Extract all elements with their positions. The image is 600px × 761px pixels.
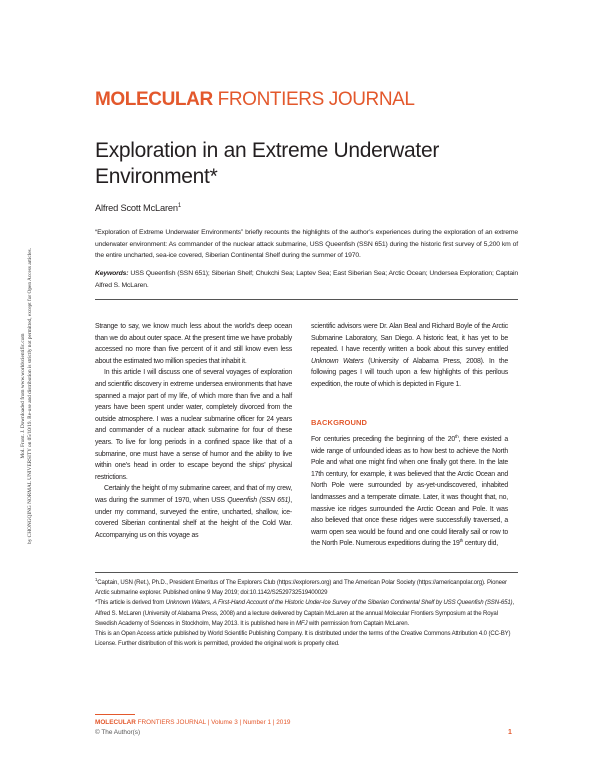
footnote-italic: MFJ bbox=[295, 619, 308, 627]
footnote-text: Captain, USN (Ret.), Ph.D., President Emeritus of The Explorers Club (https://explorers.org) and The American Polar Society (https://americanpolar.org). Pioneer Arctic submarine explorer. Published online 9 May 2019; doi:10.1142/S2529732519400029 bbox=[95, 579, 507, 597]
body-column-right-top bbox=[311, 321, 508, 391]
paragraph-text: , there existed a wide range of unfounded ideas as to how best to achieve the North Pole and what one might find when one finally got there. In the late 17th century, for example, it was believed that the Arctic Ocean and North Pole were surrounded by as-yet-undiscovered, inhabited landmasses and a temperate climate. Later, it was thought that, no, massive ice ridges surrounded the Arctic Ocean and Pole. It was also believed that once these ridges were successfully traversed, a warm open sea would be found and one could literally sail or row to the North Pole. Numerous expeditions during the 19 bbox=[311, 436, 508, 548]
footnotes bbox=[95, 578, 518, 649]
footer-journal-light: FRONTIERS JOURNAL bbox=[135, 719, 206, 726]
journal-name-light: FRONTIERS JOURNAL bbox=[212, 89, 415, 110]
side-note-line-2: by CHONGQING NORMAL UNIVERSITY on 05/10/19. Re-use and distribution is strictly not permitted, except for Open Access articles. bbox=[27, 248, 34, 544]
keywords bbox=[95, 268, 518, 291]
body-paragraph bbox=[311, 434, 508, 550]
body-paragraph bbox=[95, 483, 292, 541]
footnote-mark: 1 bbox=[95, 577, 98, 582]
footnote-2 bbox=[95, 598, 518, 629]
download-side-note bbox=[20, 186, 52, 606]
footnote-text: with permission from Captain McLaren. bbox=[307, 619, 410, 627]
footer-accent-rule bbox=[95, 714, 135, 715]
abstract: “Exploration of Extreme Underwater Environments” briefly recounts the highlights of the author’s experiences during the exploration of an extreme underwater environment: As commander of the nuclear attack submarine, USS Queenfish (SSN 651) during the historic first survey of 5,200 km of the entire uncharted, sea-ice covered, Siberian Continental Shelf during the summer of 1970. bbox=[95, 229, 518, 259]
body-paragraph: In this article I will discuss one of several voyages of exploration and scientific discovery in extreme undersea environments that have spanned a major part of my life, of which more than five and a half years have been spent under water, completely divorced from the outside atmosphere. I was a nuclear submarine officer for 24 years and commander of a nuclear attack submarine for four of these years. To live for long periods in a confined space like that of a submarine, one must have a sense of humor and the ability to live within one’s head in order to escape beyond the ships’ physical restrictions. bbox=[95, 369, 292, 481]
footer-journal-info bbox=[95, 719, 290, 726]
paragraph-text: (University of Alabama Press, 2008). In the following pages I will touch upon a few highlights of this perilous expedition, the route of which is depicted in Figure 1. bbox=[311, 357, 508, 388]
page-number: 1 bbox=[508, 729, 512, 736]
footnote-1 bbox=[95, 578, 518, 598]
paragraph-text: , under my command, surveyed the entire, uncharted, shallow, ice-covered Siberian continental shelf at the height of the Cold War. Accompanying us on this voyage as bbox=[95, 496, 292, 539]
book-title-italic: Unknown Waters bbox=[311, 357, 364, 365]
footnote-divider bbox=[95, 572, 518, 573]
body-column-left bbox=[95, 321, 292, 541]
body-paragraph bbox=[311, 321, 508, 391]
body-paragraph: Strange to say, we know much less about the world’s deep ocean than we do about outer space. At the present time we have probably accessed no more than five percent of it and still know even less about the estimated two million species that inhabit it. bbox=[95, 323, 292, 365]
author-name: Alfred Scott McLaren bbox=[95, 203, 178, 213]
footer-volume-info: | Volume 3 | Number 1 | 2019 bbox=[205, 719, 291, 726]
author-footnote-mark: 1 bbox=[177, 203, 181, 209]
paragraph-text: For centuries preceding the beginning of the 20 bbox=[311, 436, 456, 443]
journal-header bbox=[95, 89, 415, 111]
author-line bbox=[95, 203, 181, 213]
footnote-text: *This article is derived from bbox=[95, 599, 166, 607]
journal-name-bold: MOLECULAR bbox=[95, 89, 213, 110]
footnote-text: , Alfred S. McLaren (University of Alabama Press, 2008) and a lecture delivered by Captain McLaren at the annual Molecular Frontiers Symposium at the Royal Swedish Academy of Sciences in Stockholm, May 2013. It is published here in bbox=[95, 599, 514, 627]
footer-journal-bold: MOLECULAR bbox=[95, 719, 136, 726]
paragraph-text: Certainly the height of my submarine career, and that of my crew, was during the summer of 1970, when USS bbox=[95, 485, 292, 504]
paragraph-text: scientific advisors were Dr. Alan Beal and Richard Boyle of the Arctic Submarine Laboratory, San Diego. A historic feat, it has yet to be repeated. I have recently written a book about this survey entitled bbox=[311, 323, 508, 354]
side-note-line-1: Mol. Front. J. Downloaded from www.worldscientific.com bbox=[20, 333, 26, 459]
section-heading-background: BACKGROUND bbox=[311, 418, 367, 427]
article-title: Exploration in an Extreme Underwater Environment* bbox=[95, 139, 440, 188]
paragraph-text: century did, bbox=[463, 540, 498, 548]
body-column-right-bottom bbox=[311, 434, 508, 550]
footnote-italic: Unknown Waters, A First-Hand Account of the Historic Under-Ice Survey of the Siberian Continental Shelf by USS Queenfish (SSN-651) bbox=[165, 599, 513, 607]
footnote-3: This is an Open Access article published by World Scientific Publishing Company. It is distributed under the terms of the Creative Commons Attribution 4.0 (CC-BY) License. Further distribution of this work is permitted, provided the original work is properly cited. bbox=[95, 630, 511, 648]
footer-copyright: © The Author(s) bbox=[95, 729, 141, 736]
ship-name-italic: Queenfish (SSN 651) bbox=[227, 496, 291, 504]
abstract-divider bbox=[95, 299, 518, 300]
keywords-text: USS Queenfish (SSN 651); Siberian Shelf; Chukchi Sea; Laptev Sea; East Siberian Sea; Arctic Ocean; Undersea Exploration; Captain Alfred S. McLaren. bbox=[95, 270, 518, 289]
ordinal-superscript: th bbox=[455, 434, 459, 439]
ordinal-superscript: th bbox=[459, 538, 464, 544]
keywords-label: Keywords: bbox=[95, 270, 129, 277]
